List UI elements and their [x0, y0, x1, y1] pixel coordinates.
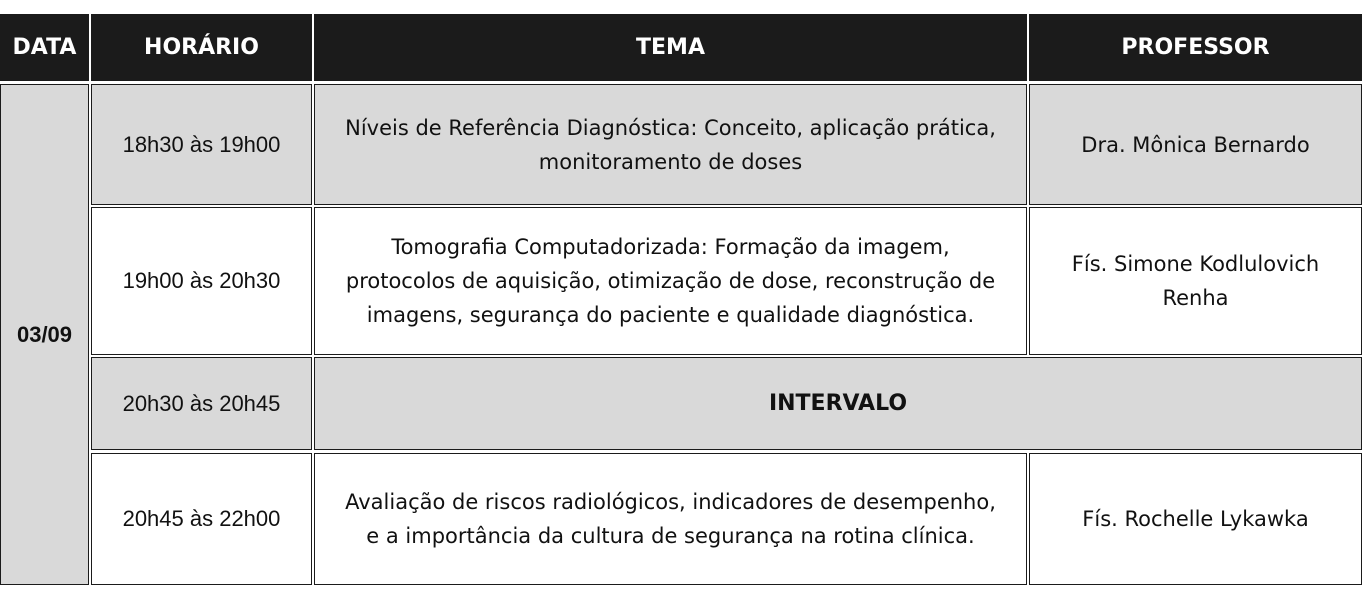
professor-line: Renha [1162, 286, 1229, 310]
date-value: 03/09 [16, 321, 73, 347]
table-row-4-tema [314, 453, 1027, 585]
header-data-label: DATA [12, 35, 77, 60]
tema-line: Avaliação de riscos radiológicos, indicadores de desempenho, [345, 490, 996, 514]
table-row-1-professor [1029, 84, 1362, 205]
tema-line: imagens, segurança do paciente e qualidade diagnóstica. [366, 303, 975, 327]
time-value: 19h00 às 20h30 [122, 268, 281, 293]
tema-line: e a importância da cultura de segurança na rotina clínica. [366, 524, 975, 548]
time-value: 18h30 às 19h00 [122, 131, 281, 157]
professor-line: Dra. Mônica Bernardo [1081, 132, 1310, 157]
header-tema-label: TEMA [636, 35, 705, 60]
table-row-4-professor [1029, 453, 1362, 585]
header-data [0, 14, 89, 81]
table-row-2-tema [314, 207, 1027, 355]
interval-cell [314, 357, 1362, 450]
date-cell [0, 84, 89, 585]
header-tema [314, 14, 1027, 81]
time-value: 20h30 às 20h45 [122, 390, 281, 416]
header-professor [1029, 14, 1362, 81]
tema-line: Níveis de Referência Diagnóstica: Conceito, aplicação prática, [345, 115, 996, 140]
table-row-2-professor [1029, 207, 1362, 355]
interval-label: INTERVALO [768, 391, 908, 416]
professor-line: Fís. Simone Kodlulovich [1071, 252, 1320, 276]
header-horario-label: HORÁRIO [144, 35, 259, 60]
time-value: 20h45 às 22h00 [122, 506, 281, 531]
tema-line: protocolos de aquisição, otimização de dose, reconstrução de [345, 269, 996, 293]
table-row-1-time [91, 84, 312, 205]
table-row-1-tema [314, 84, 1027, 205]
header-horario [91, 14, 312, 81]
professor-line: Fís. Rochelle Lykawka [1082, 507, 1309, 531]
tema-line: monitoramento de doses [538, 149, 803, 174]
tema-line: Tomografia Computadorizada: Formação da imagem, [391, 235, 950, 259]
table-row-2-time [91, 207, 312, 355]
table-row-4-time [91, 453, 312, 585]
header-professor-label: PROFESSOR [1121, 35, 1270, 60]
table-row-3-time [91, 357, 312, 450]
